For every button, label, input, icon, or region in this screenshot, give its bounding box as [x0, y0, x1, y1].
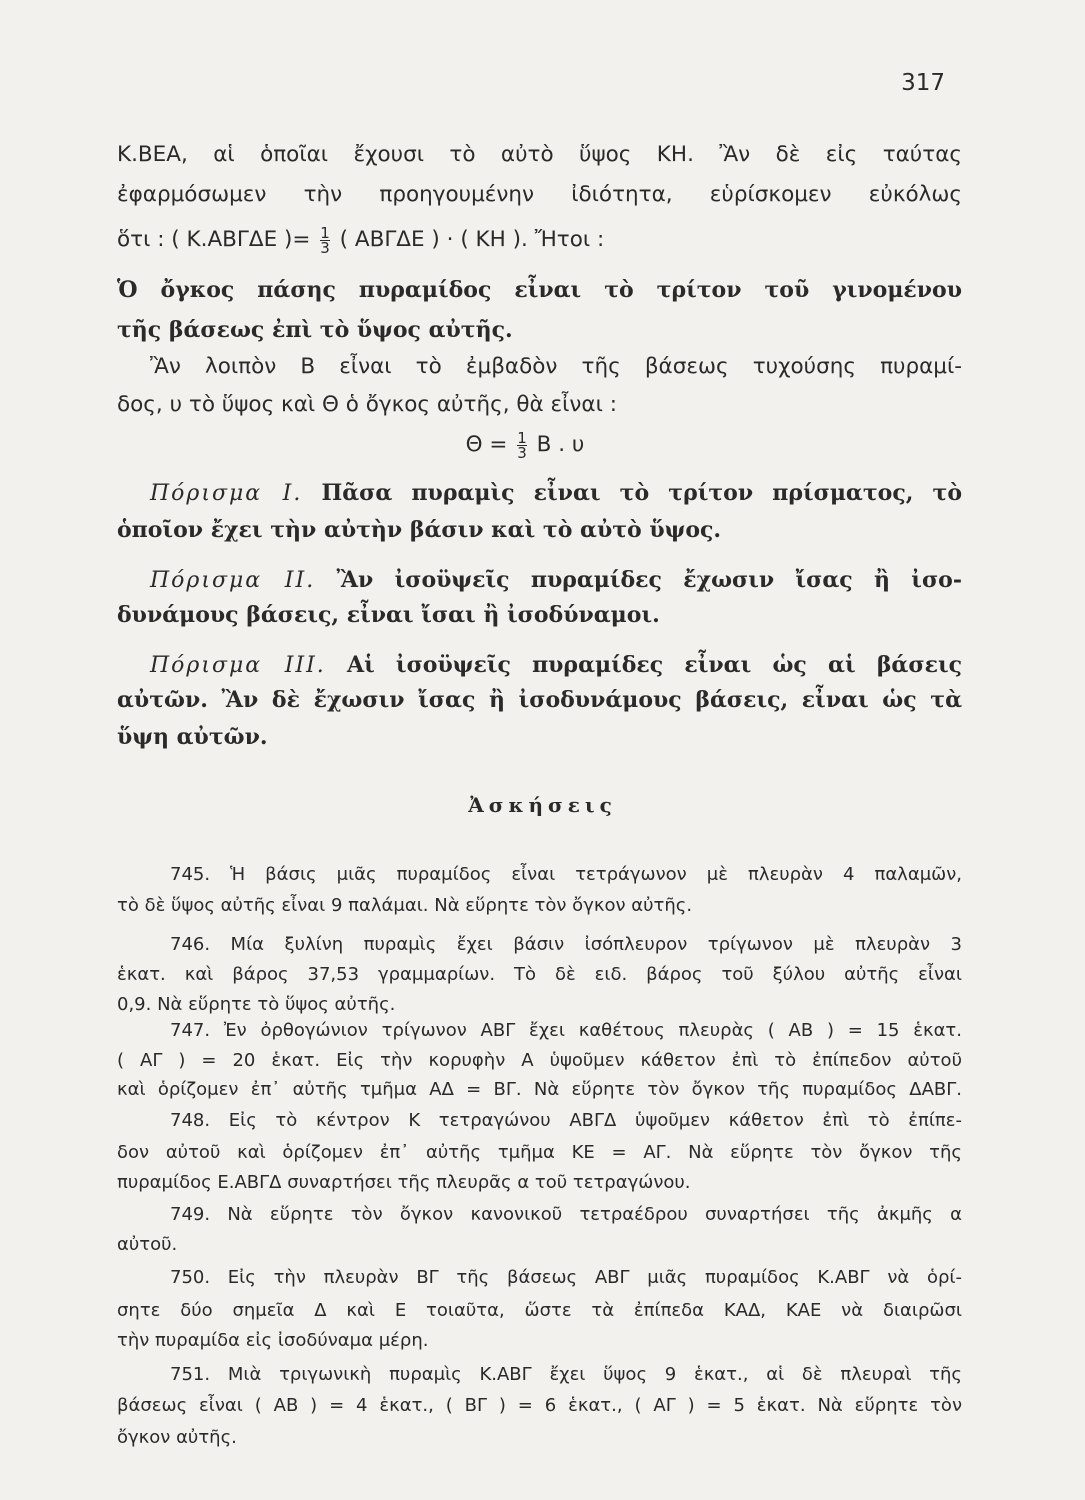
volume-formula — [400, 430, 650, 460]
exercise-line: τὸ δὲ ὕψος αὐτῆς εἶναι 9 παλάμαι. Νὰ εὕρητε τὸν ὄγκον αὐτῆς. — [117, 895, 693, 916]
exercise-line: τὴν πυραμίδα εἰς ἰσοδύναμα μέρη. — [117, 1330, 429, 1351]
corollary-label: Πόρισμα Ι. — [150, 481, 303, 506]
theorem-line: τῆς βάσεως ἐπὶ τὸ ὕψος αὐτῆς. — [117, 317, 513, 343]
exercise-line: ὄγκον αὐτῆς. — [117, 1427, 237, 1448]
page-number: 317 — [901, 70, 945, 96]
corollary-line: ὁποῖον ἔχει τὴν αὐτὴν βάσιν καὶ τὸ αὐτὸ ὕψος. — [117, 517, 722, 543]
exercise-line: βάσεως εἶναι ( ΑΒ ) = 4 ἑκατ., ( ΒΓ ) = 6 ἑκατ., ( ΑΓ ) = 5 ἑκατ. Νὰ εὕρητε τὸν — [117, 1395, 962, 1416]
exercise-line: πυραμίδος Ε.ΑΒΓΔ συναρτήσει τῆς πλευρᾶς α τοῦ τετραγώνου. — [117, 1172, 691, 1193]
fraction — [517, 428, 527, 462]
exercise-line: 747. Ἐν ὀρθογώνιον τρίγωνον ΑΒΓ ἔχει καθέτους πλευρὰς ( ΑΒ ) = 15 ἑκατ. — [170, 1020, 962, 1041]
formula-left: ὅτι : ( Κ.ΑΒΓΔΕ )= — [117, 227, 311, 252]
text-line: δος, υ τὸ ὕψος καὶ Θ ὁ ὄγκος αὐτῆς, θὰ εἶναι : — [117, 392, 617, 417]
exercise-line: 751. Μιὰ τριγωνικὴ πυραμὶς Κ.ΑΒΓ ἔχει ὕψος 9 ἑκατ., αἱ δὲ πλευραὶ τῆς — [170, 1364, 962, 1385]
corollary-line: αὐτῶν. Ἂν δὲ ἔχωσιν ἴσας ἢ ἰσοδυνάμους βάσεις, εἶναι ὡς τὰ — [117, 687, 962, 713]
fraction — [320, 223, 330, 257]
fraction-numerator: 1 — [517, 428, 527, 447]
formula-lhs: Θ = — [465, 432, 508, 457]
exercise-line: 749. Νὰ εὕρητε τὸν ὄγκον κανονικοῦ τετραέδρου συναρτήσει τῆς ἀκμῆς α — [170, 1204, 962, 1225]
text-line-formula — [117, 225, 962, 255]
corollary-text: Πᾶσα πυραμὶς εἶναι τὸ τρίτον πρίσματος, τὸ — [321, 480, 962, 506]
exercise-line: καὶ ὁρίζομεν ἐπ᾽ αὐτῆς τμῆμα ΑΔ = ΒΓ. Νὰ εὕρητε τὸν ὄγκον τῆς πυραμίδος ΔΑΒΓ. — [117, 1079, 962, 1100]
text-line: Ἂν λοιπὸν Β εἶναι τὸ ἐμβαδὸν τῆς βάσεως τυχούσης πυραμί- — [150, 354, 962, 379]
exercise-line: 748. Εἰς τὸ κέντρον Κ τετραγώνου ΑΒΓΔ ὑψοῦμεν κάθετον ἐπὶ τὸ ἐπίπε- — [170, 1110, 962, 1131]
exercise-line: ἑκατ. καὶ βάρος 37,53 γραμμαρίων. Τὸ δὲ ειδ. βάρος τοῦ ξύλου αὐτῆς εἶναι — [117, 964, 962, 985]
exercise-line: 0,9. Νὰ εὕρητε τὸ ὕψος αὐτῆς. — [117, 994, 396, 1015]
formula-rhs: Β . υ — [536, 432, 585, 457]
corollary-line: δυνάμους βάσεις, εἶναι ἴσαι ἢ ἰσοδύναμοι. — [117, 602, 660, 628]
corollary-label: Πόρισμα ΙΙ. — [150, 568, 316, 593]
corollary-2 — [150, 565, 962, 596]
fraction-denominator: 3 — [517, 443, 527, 462]
fraction-numerator: 1 — [320, 223, 330, 242]
theorem-line: Ὁ ὄγκος πάσης πυραμίδος εἶναι τὸ τρίτον τοῦ γινομένου — [117, 277, 962, 303]
text-line: Κ.ΒΕΑ, αἱ ὁποῖαι ἔχουσι τὸ αὐτὸ ὕψος ΚΗ. Ἂν δὲ εἰς ταύτας — [117, 142, 962, 167]
exercise-line: ( ΑΓ ) = 20 ἑκατ. Εἰς τὴν κορυφὴν Α ὑψοῦμεν κάθετον ἐπὶ τὸ ἐπίπεδον αὐτοῦ — [117, 1050, 962, 1071]
exercise-line: 745. Ἡ βάσις μιᾶς πυραμίδος εἶναι τετράγωνον μὲ πλευρὰν 4 παλαμῶν, — [170, 864, 962, 885]
corollary-line: ὕψη αὐτῶν. — [117, 724, 268, 750]
exercise-line: αὐτοῦ. — [117, 1234, 178, 1255]
exercise-line: δον αὐτοῦ καὶ ὁρίζομεν ἐπ᾽ αὐτῆς τμῆμα ΚΕ = ΑΓ. Νὰ εὕρητε τὸν ὄγκον τῆς — [117, 1142, 962, 1163]
corollary-text: Αἱ ἰσοϋψεῖς πυραμίδες εἶναι ὡς αἱ βάσεις — [347, 652, 962, 678]
corollary-1 — [150, 478, 962, 509]
exercise-line: σητε δύο σημεῖα Δ καὶ Ε τοιαῦτα, ὥστε τὰ ἐπίπεδα ΚΑΔ, ΚΑΕ νὰ διαιρῶσι — [117, 1300, 962, 1321]
corollary-label: Πόρισμα ΙΙΙ. — [150, 653, 326, 678]
exercises-heading: Ἀσκήσεις — [468, 793, 617, 817]
fraction-denominator: 3 — [320, 238, 330, 257]
corollary-text: Ἂν ἰσοϋψεῖς πυραμίδες ἔχωσιν ἴσας ἢ ἰσο- — [336, 567, 962, 593]
exercise-line: 746. Μία ξυλίνη πυραμὶς ἔχει βάσιν ἰσόπλευρον τρίγωνον μὲ πλευρὰν 3 — [170, 934, 962, 955]
text-line: ἐφαρμόσωμεν τὴν προηγουμένην ἰδιότητα, εὑρίσκομεν εὐκόλως — [117, 182, 962, 207]
corollary-3 — [150, 650, 962, 681]
formula-right: ( ΑΒΓΔΕ ) · ( ΚΗ ). Ἤτοι : — [339, 227, 605, 252]
exercise-line: 750. Εἰς τὴν πλευρὰν ΒΓ τῆς βάσεως ΑΒΓ μιᾶς πυραμίδος Κ.ΑΒΓ νὰ ὁρί- — [170, 1267, 962, 1288]
